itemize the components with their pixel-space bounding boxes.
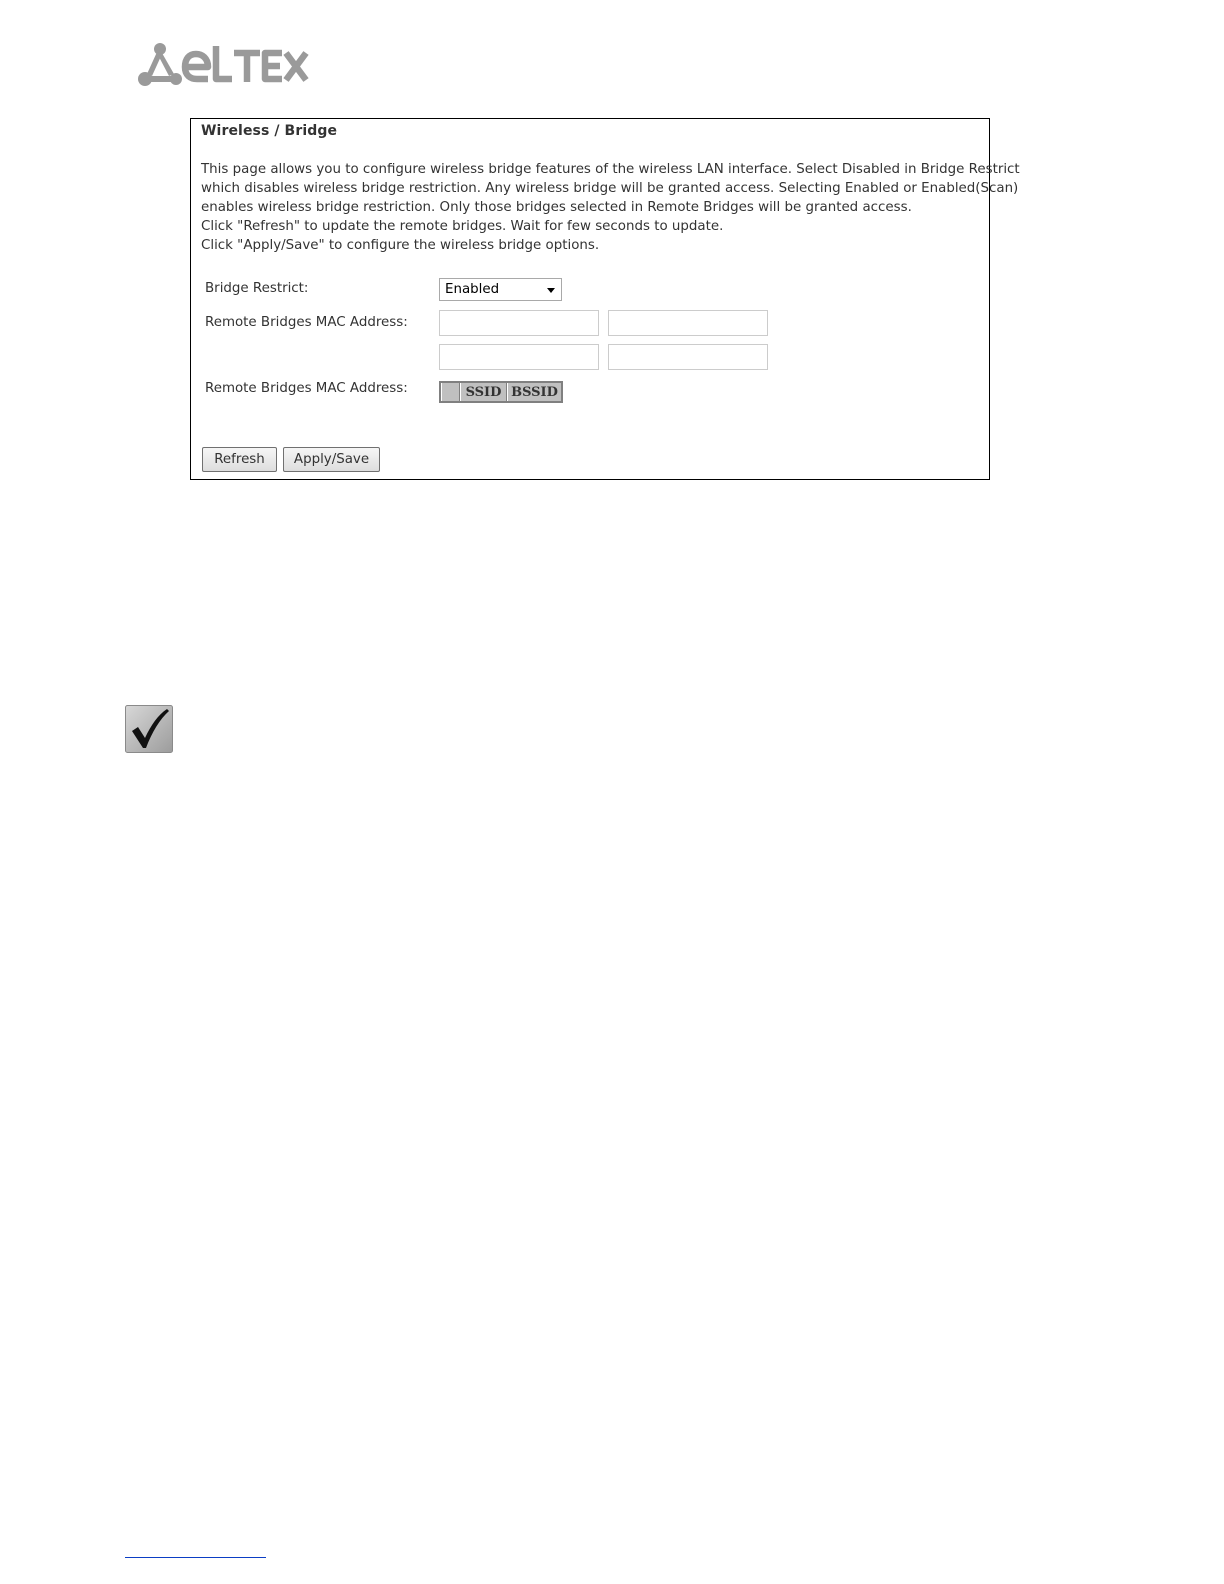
page-description [201, 160, 1020, 255]
table-header-select [441, 383, 460, 401]
mac-address-input-3[interactable] [439, 344, 599, 370]
description-line: enables wireless bridge restriction. Only those bridges selected in Remote Bridges will be granted access. [201, 200, 912, 215]
table-header-bssid: BSSID [507, 383, 561, 401]
apply-save-button[interactable]: Apply/Save [283, 447, 380, 472]
remote-scan-label: Remote Bridges MAC Address: [205, 381, 408, 396]
bridge-restrict-label: Bridge Restrict: [205, 281, 309, 296]
checkmark-icon [125, 705, 173, 753]
description-line: Click "Refresh" to update the remote bridges. Wait for few seconds to update. [201, 219, 724, 234]
remote-bridges-table-header [439, 381, 563, 403]
page-title: Wireless / Bridge [201, 123, 338, 139]
chevron-down-icon [547, 288, 555, 293]
mac-address-input-4[interactable] [608, 344, 768, 370]
description-line: This page allows you to configure wireless bridge features of the wireless LAN interface. Select Disabled in Bridge Restrict [201, 162, 1020, 177]
bridge-restrict-select[interactable] [439, 278, 562, 301]
eltex-logo [136, 42, 311, 88]
description-line: Click "Apply/Save" to configure the wireless bridge options. [201, 238, 600, 253]
mac-address-input-1[interactable] [439, 310, 599, 336]
mac-address-input-2[interactable] [608, 310, 768, 336]
bridge-restrict-value: Enabled [445, 282, 500, 297]
remote-mac-label: Remote Bridges MAC Address: [205, 315, 408, 330]
wireless-bridge-panel [190, 118, 1020, 480]
description-line: which disables wireless bridge restriction. Any wireless bridge will be granted access. Selecting Enabled or Enabled(Scan) [201, 181, 1019, 196]
footer-link-underline [125, 1557, 266, 1558]
table-header-ssid: SSID [460, 383, 507, 401]
refresh-button[interactable]: Refresh [202, 447, 277, 472]
